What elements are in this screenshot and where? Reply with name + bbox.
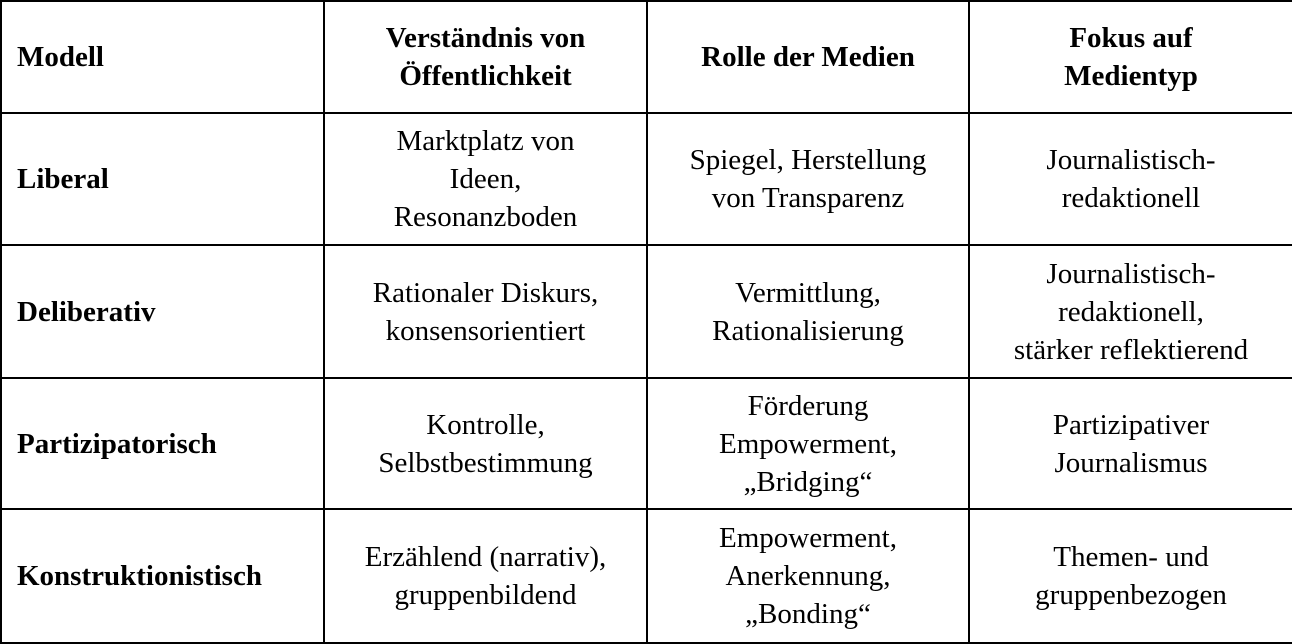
- understanding-cell: Rationaler Diskurs, konsensorientiert: [324, 245, 647, 378]
- media-role-cell: Förderung Empowerment, „Bridging“: [647, 378, 969, 509]
- model-name: Deliberativ: [1, 245, 324, 378]
- table-row-liberal: [1, 113, 1292, 245]
- header-row: [1, 1, 1292, 113]
- understanding-cell: Marktplatz von Ideen, Resonanzboden: [324, 113, 647, 245]
- model-name: Liberal: [1, 113, 324, 245]
- table-row-konstruktionistisch: [1, 509, 1292, 643]
- model-name: Konstruktionistisch: [1, 509, 324, 643]
- header-understanding-of-public-sphere: Verständnis von Öffentlichkeit: [324, 1, 647, 113]
- header-role-of-media: Rolle der Medien: [647, 1, 969, 113]
- model-name: Partizipatorisch: [1, 378, 324, 509]
- media-role-cell: Empowerment, Anerkennung, „Bonding“: [647, 509, 969, 643]
- table-row-partizipatorisch: [1, 378, 1292, 509]
- media-type-cell: Journalistisch- redaktionell, stärker reflektierend: [969, 245, 1292, 378]
- media-type-cell: Partizipativer Journalismus: [969, 378, 1292, 509]
- understanding-cell: Kontrolle, Selbstbestimmung: [324, 378, 647, 509]
- table-row-deliberativ: [1, 245, 1292, 378]
- media-role-cell: Vermittlung, Rationalisierung: [647, 245, 969, 378]
- understanding-cell: Erzählend (narrativ), gruppenbildend: [324, 509, 647, 643]
- media-role-cell: Spiegel, Herstellung von Transparenz: [647, 113, 969, 245]
- header-model: Modell: [1, 1, 324, 113]
- header-media-type-focus: Fokus auf Medientyp: [969, 1, 1292, 113]
- media-type-cell: Themen- und gruppenbezogen: [969, 509, 1292, 643]
- media-type-cell: Journalistisch- redaktionell: [969, 113, 1292, 245]
